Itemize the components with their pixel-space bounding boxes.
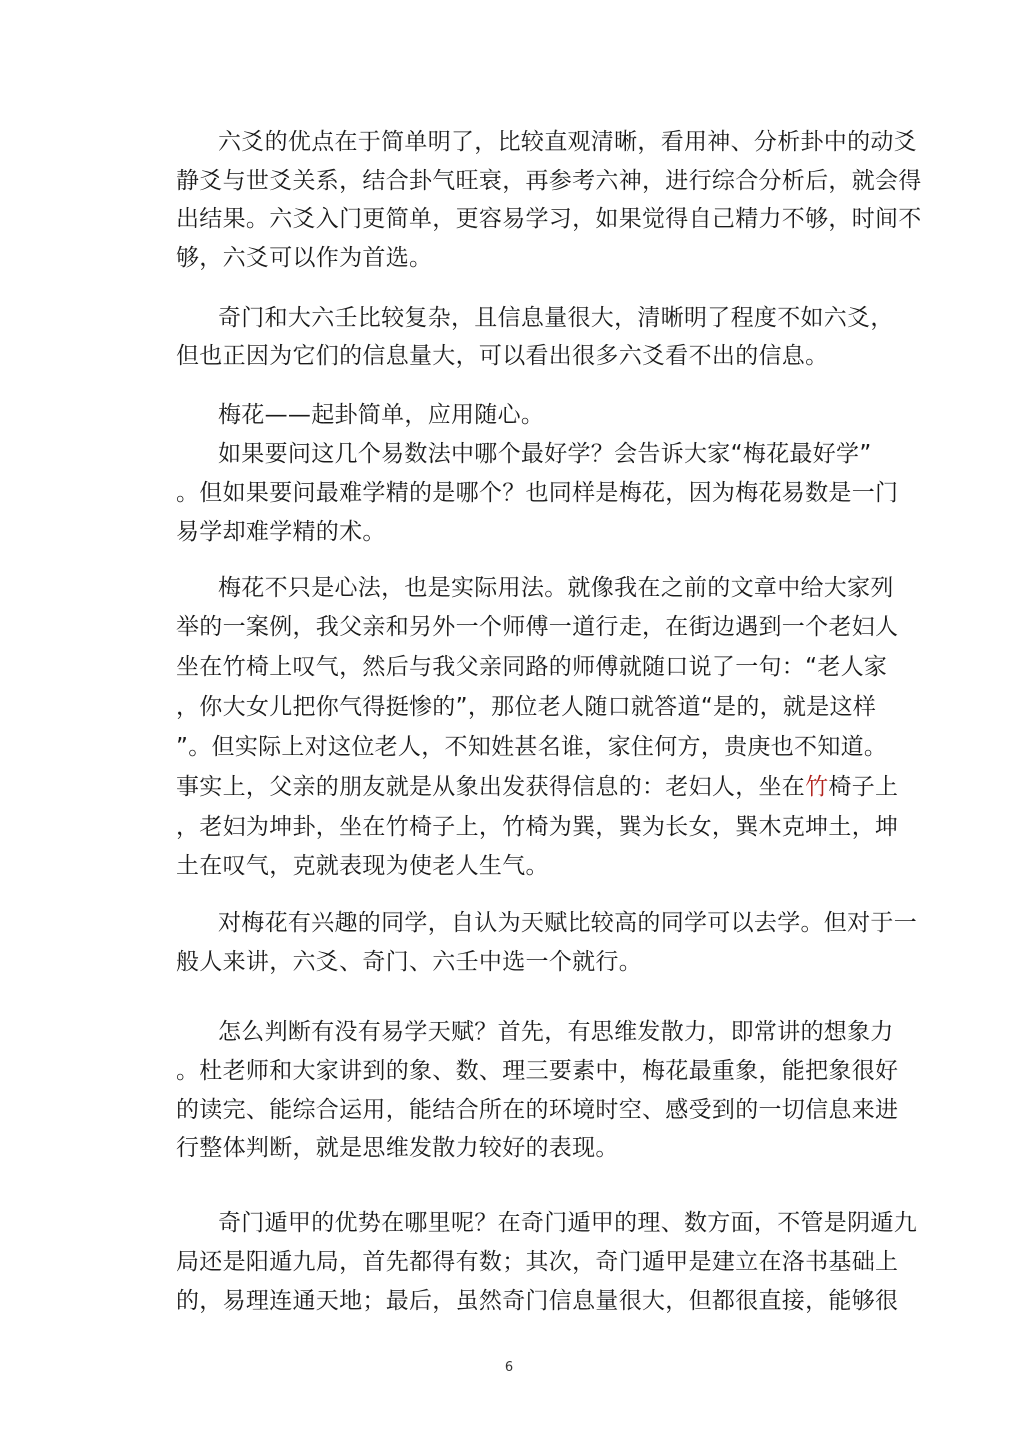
paragraph-4-line-2: 举的一案例，我父亲和另外一个师傅一道行走，在街边遇到一个老妇人 (176, 614, 899, 640)
paragraph-6-line-4: 行整体判断，就是思维发散力较好的表现。 (176, 1135, 619, 1161)
paragraph-5-line-2: 般人来讲，六爻、奇门、六壬中选一个就行。 (176, 949, 642, 975)
page-number: 6 (504, 1360, 514, 1375)
paragraph-6-line-2: 。杜老师和大家讲到的象、数、理三要素中，梅花最重象，能把象很好 (176, 1058, 899, 1084)
paragraph-7-line-2: 局还是阳遁九局，首先都得有数；其次，奇门遁甲是建立在洛书基础上 (176, 1249, 899, 1275)
paragraph-5-line-1: 对梅花有兴趣的同学，自认为天赋比较高的同学可以去学。但对于一 (218, 910, 917, 936)
paragraph-2-line-1: 奇门和大六壬比较复杂，且信息量很大，清晰明了程度不如六爻， (218, 305, 894, 331)
paragraph-4-line-6 (176, 767, 898, 807)
paragraph-4-line-7: ，老妇为坤卦，坐在竹椅子上，竹椅为巽，巽为长女，巽木克坤土，坤 (176, 814, 899, 840)
paragraph-4-line-6-tail: 椅子上 (828, 774, 899, 800)
paragraph-1-line-1: 六爻的优点在于简单明了，比较直观清晰，看用神、分析卦中的动爻 (218, 129, 917, 155)
paragraph-3-line-1: 梅花——起卦简单，应用随心。 (218, 402, 545, 428)
paragraph-4-line-4: ，你大女儿把你气得挺惨的”，那位老人随口就答道“是的，就是这样 (176, 694, 877, 720)
paragraph-7-line-1: 奇门遁甲的优势在哪里呢？在奇门遁甲的理、数方面，不管是阴遁九 (218, 1210, 917, 1236)
paragraph-6-line-3: 的读完、能综合运用，能结合所在的环境时空、感受到的一切信息来进 (176, 1097, 899, 1123)
paragraph-4-line-5: ”。但实际上对这位老人，不知姓甚名谁，家住何方，贵庚也不知道。 (176, 734, 888, 760)
paragraph-6-line-1: 怎么判断有没有易学天赋？首先，有思维发散力，即常讲的想象力 (218, 1019, 894, 1045)
paragraph-4-line-3: 坐在竹椅上叹气，然后与我父亲同路的师傅就随口说了一句：“老人家 (176, 654, 888, 680)
paragraph-4-line-8: 土在叹气，克就表现为使老人生气。 (176, 853, 549, 879)
paragraph-4-line-1: 梅花不只是心法，也是实际用法。就像我在之前的文章中给大家列 (218, 575, 894, 601)
paragraph-3-line-4: 易学却难学精的术。 (176, 519, 386, 545)
highlighted-character: 竹 (805, 774, 829, 800)
paragraph-3-line-2: 如果要问这几个易数法中哪个最好学？会告诉大家“梅花最好学” (218, 441, 872, 467)
paragraph-3-line-3: 。但如果要问最难学精的是哪个？也同样是梅花，因为梅花易数是一门 (176, 480, 899, 506)
paragraph-1-line-2: 静爻与世爻关系，结合卦气旺衰，再参考六神，进行综合分析后，就会得 (176, 168, 922, 194)
paragraph-7-line-3: 的，易理连通天地；最后，虽然奇门信息量很大，但都很直接，能够很 (176, 1288, 899, 1314)
paragraph-4-line-6-text: 事实上，父亲的朋友就是从象出发获得信息的：老妇人，坐在 (176, 774, 806, 800)
paragraph-2-line-2: 但也正因为它们的信息量大，可以看出很多六爻看不出的信息。 (176, 343, 829, 369)
paragraph-1-line-3: 出结果。六爻入门更简单，更容易学习，如果觉得自己精力不够，时间不 (176, 206, 922, 232)
paragraph-1-line-4: 够，六爻可以作为首选。 (176, 245, 433, 271)
